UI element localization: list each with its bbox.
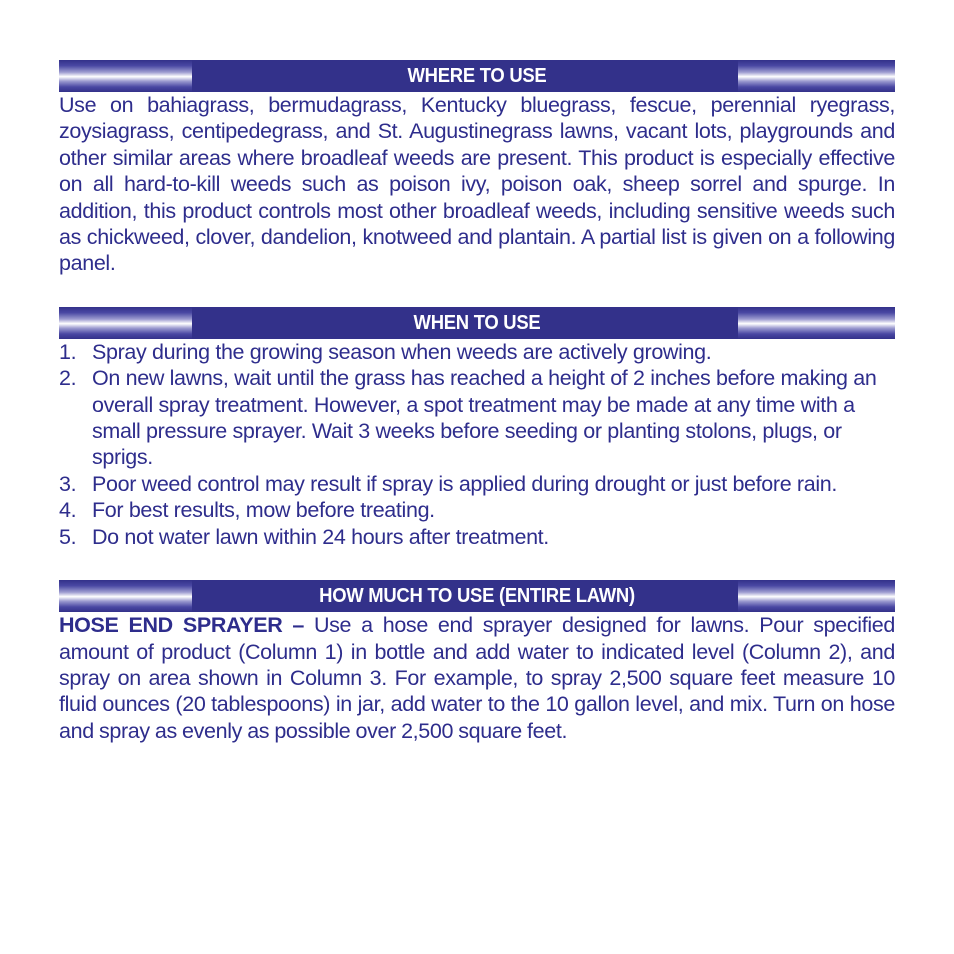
- list-item: [59, 471, 895, 497]
- section-banner-where: [59, 60, 895, 92]
- list-item: [59, 524, 895, 550]
- list-item: [59, 497, 895, 523]
- section-spacer: [59, 277, 895, 307]
- list-item-number: 4.: [59, 498, 77, 523]
- hose-end-sprayer-heading: HOSE END SPRAYER –: [59, 613, 304, 638]
- list-item: [59, 365, 895, 471]
- section-title-when: WHEN TO USE: [413, 310, 541, 334]
- list-item-text: On new lawns, wait until the grass has reached a height of 2 inches before making an overall spray treatment. However, a spot treatment may be made at any time with a small pressure sprayer. Wait 3 weeks before seeding or planting stolons, plugs, or sprigs.: [92, 366, 877, 470]
- list-item-text: Spray during the growing season when weeds are actively growing.: [92, 339, 712, 364]
- how-much-to-use-text: [59, 612, 895, 744]
- list-item: [59, 339, 895, 365]
- section-banner-when: [59, 307, 895, 339]
- list-item-number: 1.: [59, 339, 77, 364]
- section-title-where: WHERE TO USE: [407, 64, 547, 87]
- hose-end-sprayer-text: Use a hose end sprayer designed for lawns. Pour specified amount of product (Column 1) in bottle and add water to indicated level (Column 2), and spray on area shown in Column 3. For example, to spray 2,500 square feet measure 10 fluid ounces (20 tablespoons) in jar, add water to the 10 gallon level, and mix. Turn on hose and spray as evenly as possible over 2,500 square feet.: [59, 613, 895, 743]
- list-item-text: Poor weed control may result if spray is applied during drought or just before rain.: [92, 471, 837, 496]
- section-banner-how-much: [59, 580, 895, 612]
- list-item-number: 2.: [59, 366, 77, 391]
- list-item-number: 3.: [59, 471, 77, 496]
- label-panel: [59, 60, 895, 744]
- section-spacer: [59, 550, 895, 580]
- list-item-text: Do not water lawn within 24 hours after treatment.: [92, 524, 549, 549]
- where-to-use-text: Use on bahiagrass, bermudagrass, Kentucky bluegrass, fescue, perennial ryegrass, zoysiagrass, centipedegrass, and St. Augustinegrass lawns, vacant lots, playgrounds and other similar areas where broadleaf weeds are present. This product is especially effective on all hard-to-kill weeds such as poison ivy, poison oak, sheep sorrel and spurge. In addition, this product controls most other broadleaf weeds, including sensitive weeds such as chickweed, clover, dandelion, knotweed and plantain. A partial list is given on a following panel.: [59, 93, 895, 276]
- section-title-how-much: HOW MUCH TO USE (ENTIRE LAWN): [319, 584, 635, 608]
- list-item-text: For best results, mow before treating.: [92, 498, 435, 523]
- when-to-use-list: [59, 339, 895, 550]
- list-item-number: 5.: [59, 524, 77, 549]
